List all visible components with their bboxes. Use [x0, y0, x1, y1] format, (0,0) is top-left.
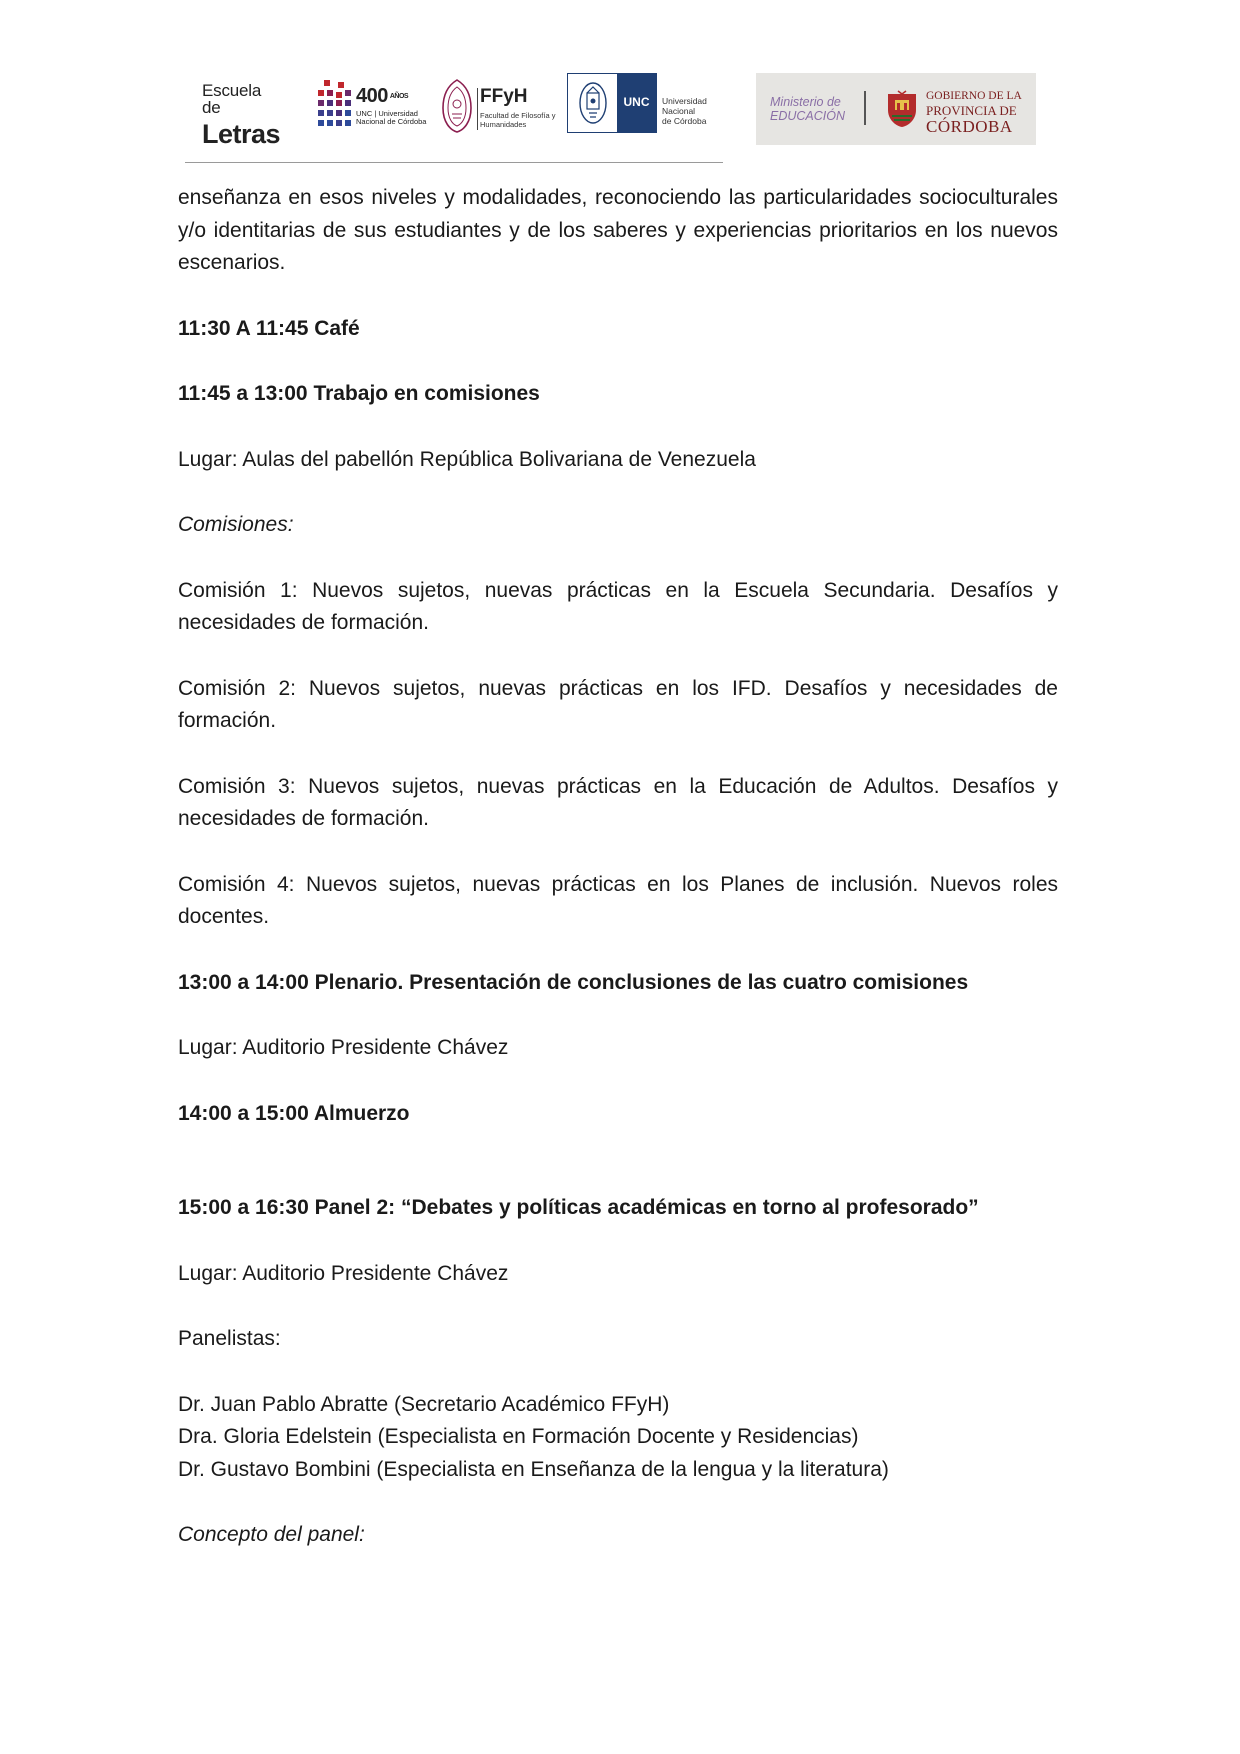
- cordoba-shield-icon: [886, 90, 918, 128]
- ffyh-logo: FFyH Facultad de Filosofía y Humanidades: [440, 78, 560, 138]
- ffyh-seal-icon: [440, 78, 474, 134]
- schedule-trabajo-comisiones: 11:45 a 13:00 Trabajo en comisiones: [178, 382, 540, 405]
- escuela-de-letras-logo: Escuela de Letras: [202, 81, 281, 149]
- lugar-auditorio-1: Lugar: Auditorio Presidente Chávez: [178, 1036, 509, 1059]
- header-divider: [185, 162, 723, 163]
- comision-2: Comisión 2: Nuevos sujetos, nuevas prácticas en los IFD. Desafíos y necesidades de formación.: [178, 676, 1058, 732]
- unc-universidad-logo: UNC Universidad Nacional de Córdoba: [567, 73, 717, 135]
- concepto-panel-heading: Concepto del panel:: [178, 1523, 365, 1546]
- comision-1: Comisión 1: Nuevos sujetos, nuevas prácticas en la Escuela Secundaria. Desafíos y necesidades de formación.: [178, 578, 1058, 634]
- schedule-panel-2: 15:00 a 16:30 Panel 2: “Debates y políticas académicas en torno al profesorado”: [178, 1196, 979, 1219]
- intro-paragraph: enseñanza en esos niveles y modalidades, reconociendo las particularidades socioculturales y/o identitarias de sus estudiantes y de los saberes y experiencias prioritarios en los nuevos escenarios.: [178, 186, 1058, 274]
- panelista-3: Dr. Gustavo Bombini (Especialista en Enseñanza de la lengua y la literatura): [178, 1457, 889, 1481]
- unc-400-grid-icon: [318, 78, 352, 134]
- lugar-auditorio-2: Lugar: Auditorio Presidente Chávez: [178, 1261, 509, 1285]
- panelista-1: Dr. Juan Pablo Abratte (Secretario Académico FFyH): [178, 1392, 670, 1416]
- schedule-almuerzo: 14:00 a 15:00 Almuerzo: [178, 1101, 410, 1125]
- unc-crest-icon: [575, 79, 611, 127]
- schedule-plenario: 13:00 a 14:00 Plenario. Presentación de conclusiones de las cuatro comisiones: [178, 970, 969, 994]
- comision-4: Comisión 4: Nuevos sujetos, nuevas prácticas en los Planes de inclusión. Nuevos roles docentes.: [178, 872, 1058, 928]
- document-body: [178, 182, 1058, 1585]
- lugar-aulas: Lugar: Aulas del pabellón República Bolivariana de Venezuela: [178, 447, 756, 471]
- schedule-cafe: 11:30 A 11:45 Café: [178, 316, 360, 340]
- unc-400-anos-logo: 400 AÑOS UNC | Universidad Nacional de Córdoba: [318, 78, 433, 138]
- comisiones-heading: Comisiones:: [178, 513, 294, 536]
- gobierno-cordoba-logo: Ministerio de EDUCACIÓN GOBIERNO DE LA PROVINCIA DE CÓRDOBA: [756, 73, 1036, 145]
- panelista-2: Dra. Gloria Edelstein (Especialista en Formación Docente y Residencias): [178, 1425, 859, 1448]
- comision-3: Comisión 3: Nuevos sujetos, nuevas prácticas en la Educación de Adultos. Desafíos y necesidades de formación.: [178, 774, 1058, 830]
- panelistas-heading: Panelistas:: [178, 1327, 281, 1350]
